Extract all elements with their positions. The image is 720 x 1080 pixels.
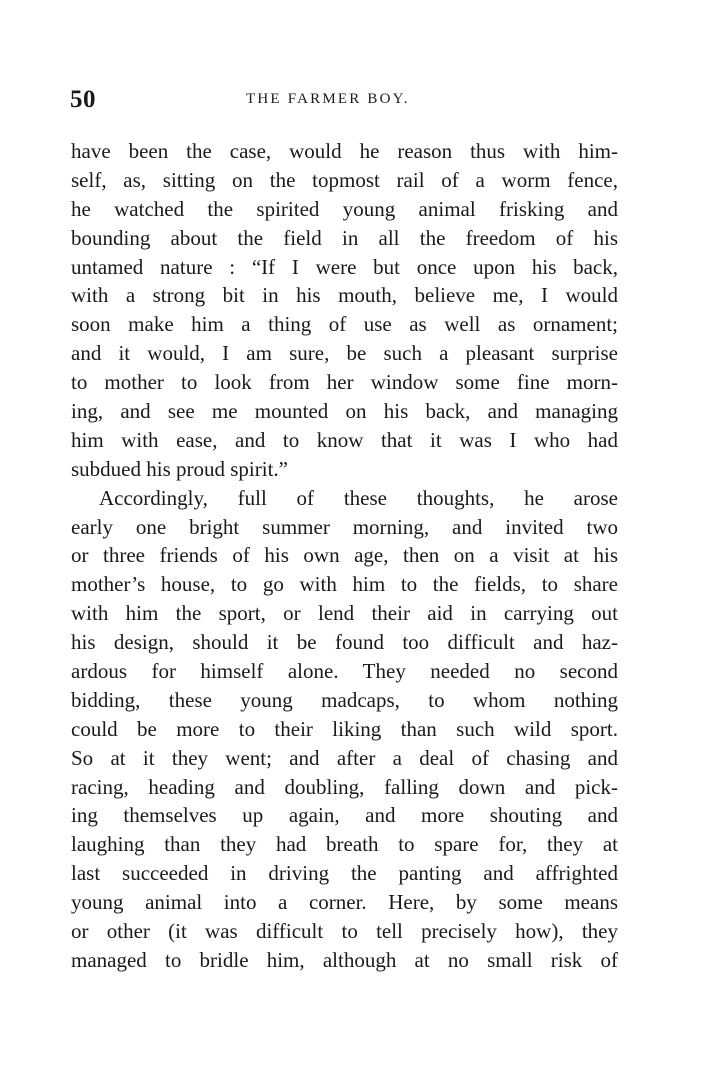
text-line: him with ease, and to know that it was I who had [71,427,618,452]
text-line: managed to bridle him, although at no small risk of [71,947,618,972]
text-line: to mother to look from her window some fine morn- [71,370,618,395]
text-line: self, as, sitting on the topmost rail of a worm fence, [71,167,618,192]
text-line: last succeeded in driving the panting and affrighted [71,861,618,886]
text-line: with a strong bit in his mouth, believe me, I would [71,283,618,308]
running-head [70,86,630,116]
body-text [71,137,618,975]
text-line: early one bright summer morning, and invited two [71,514,618,539]
text-line: or other (it was difficult to tell precisely how), they [71,919,618,944]
text-line: laughing than they had breath to spare for, they at [71,832,618,857]
text-line: have been the case, would he reason thus with him- [71,139,618,163]
text-line: racing, heading and doubling, falling down and pick- [71,774,618,799]
text-line: ardous for himself alone. They needed no second [71,659,618,684]
text-line: or three friends of his own age, then on a visit at his [71,543,618,568]
text-line: mother’s house, to go with him to the fields, to share [71,572,618,597]
text-line: bounding about the field in all the freedom of his [71,225,618,250]
text-line: So at it they went; and after a deal of chasing and [71,745,618,770]
paragraph-first-line: Accordingly, full of these thoughts, he arose [99,485,618,510]
text-line: and it would, I am sure, be such a pleasant surprise [71,341,618,366]
text-line: his design, should it be found too difficult and haz- [71,630,618,655]
text-line: with him the sport, or lend their aid in carrying out [71,601,618,626]
text-line: subdued his proud spirit.” [71,456,288,481]
text-line: ing themselves up again, and more shouting and [71,803,618,828]
running-title: THE FARMER BOY. [246,91,410,107]
text-line: he watched the spirited young animal frisking and [71,196,618,221]
text-line: young animal into a corner. Here, by some means [71,890,618,915]
text-line: bidding, these young madcaps, to whom nothing [71,687,618,712]
text-line: soon make him a thing of use as well as ornament; [71,312,618,337]
text-line: ing, and see me mounted on his back, and managing [71,399,618,424]
page-number: 50 [70,86,96,113]
text-line: could be more to their liking than such wild sport. [71,716,618,741]
text-line: untamed nature : “If I were but once upon his back, [71,254,618,279]
